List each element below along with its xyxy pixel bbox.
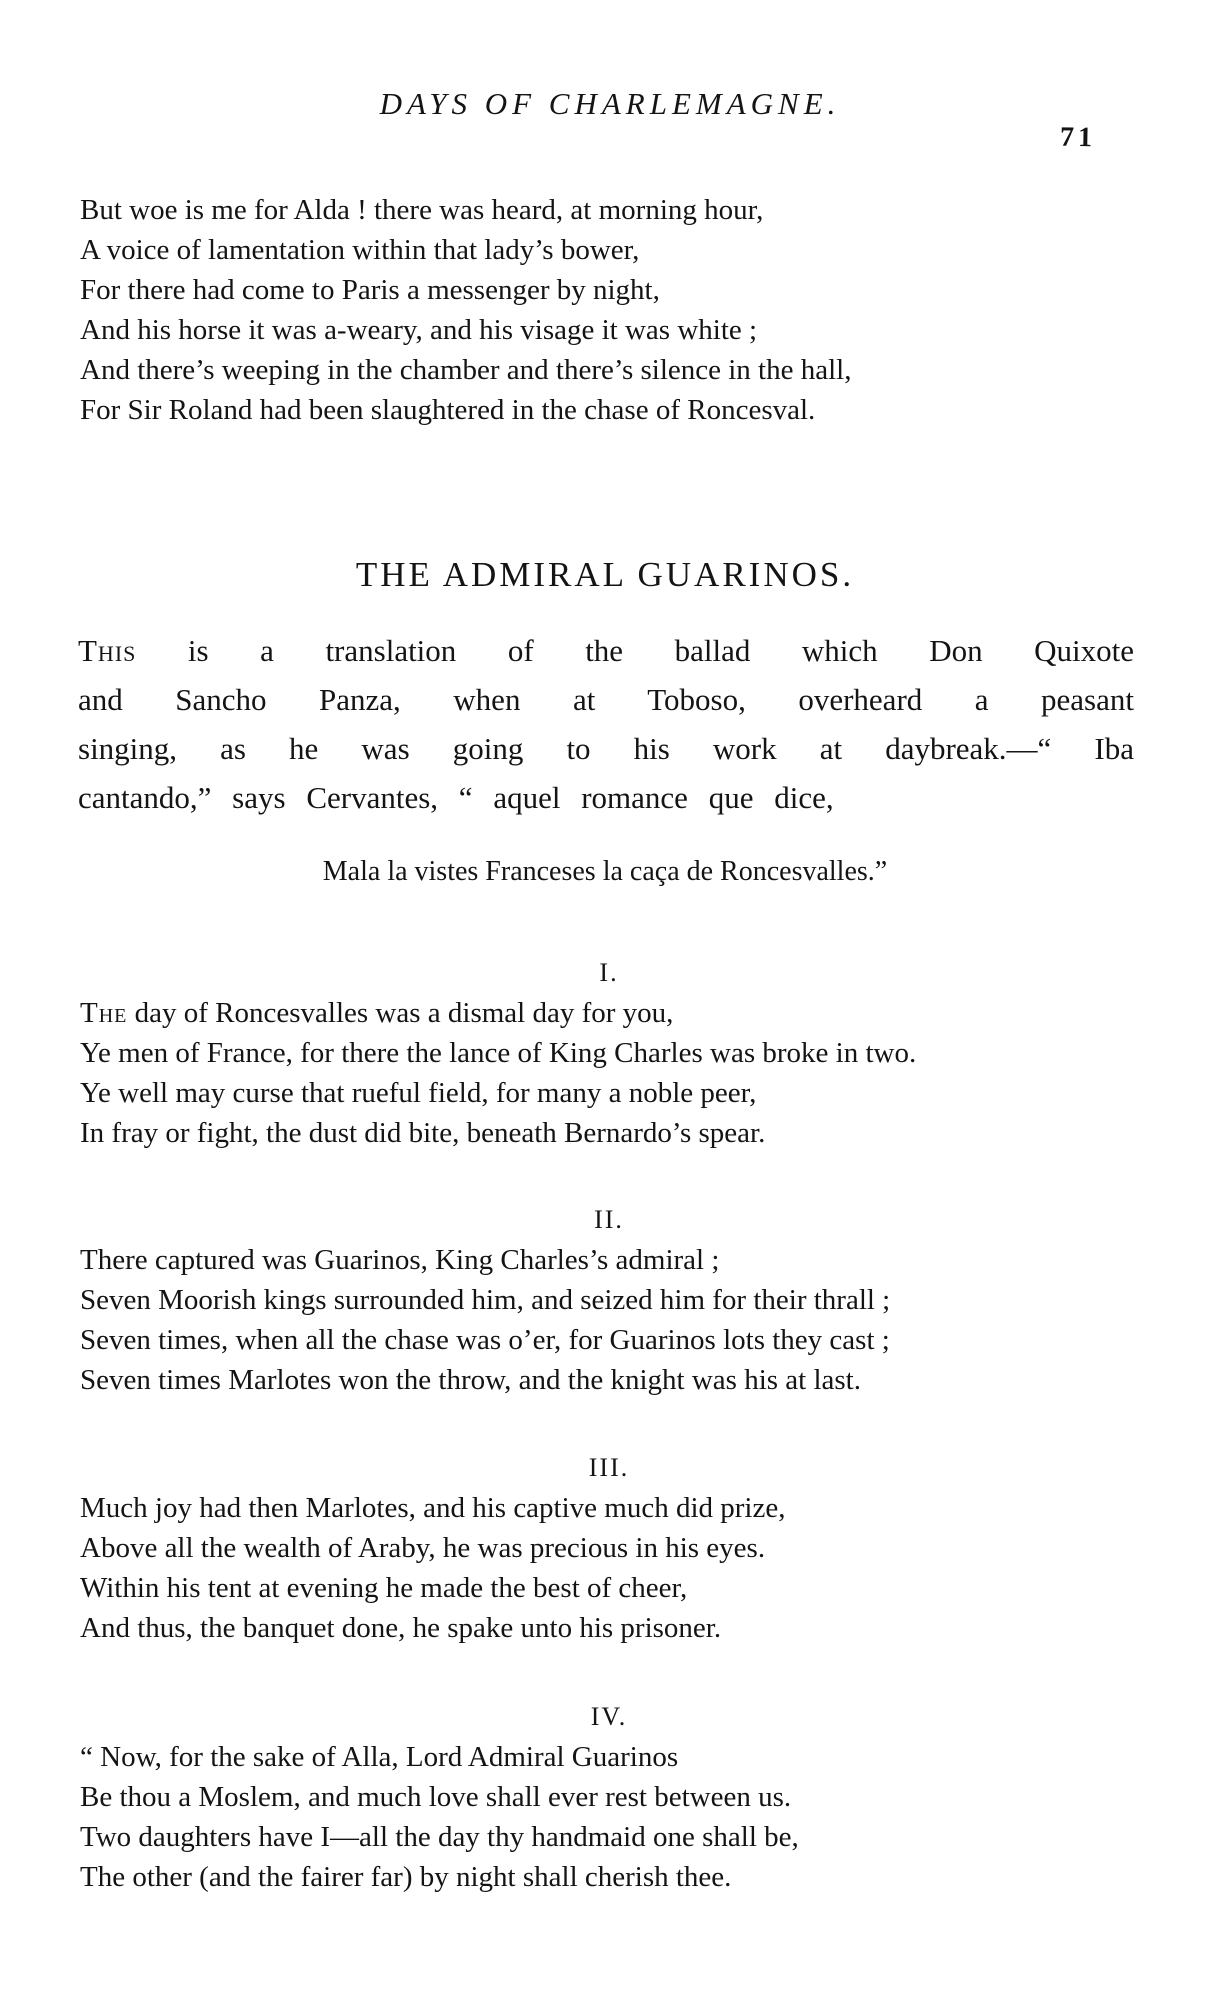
verse-line: Seven Moorish kings surrounded him, and seized him for their thrall ; [80,1284,891,1316]
verse-line: In fray or fight, the dust did bite, beneath Bernardo’s spear. [80,1117,766,1149]
verse-line: A voice of lamentation within that lady’s bower, [80,234,640,266]
verse-line: And there’s weeping in the chamber and there’s silence in the hall, [80,354,852,386]
verse-line: And his horse it was a-weary, and his visage it was white ; [80,314,758,346]
stanza-lines [80,1737,1138,1897]
verse-line [80,993,1138,1033]
stanza-numeral: IV. [590,1702,628,1731]
verse-line: Above all the wealth of Araby, he was precious in his eyes. [80,1532,766,1564]
verse-line: Be thou a Moslem, and much love shall ever rest between us. [80,1781,792,1813]
intro-paragraph [78,626,1134,822]
stanza-2 [80,1200,1138,1400]
stanza-1 [80,953,1138,1153]
verse-line: Ye well may curse that rueful field, for many a noble peer, [80,1077,757,1109]
verse-line: And thus, the banquet done, he spake unto his prisoner. [80,1612,722,1644]
stanza-lines [80,1240,1138,1400]
intro-lead-rest: is a translation of the ballad which Don Quixote [136,633,1134,668]
verse-line: The other (and the fairer far) by night shall cherish thee. [80,1861,732,1893]
stanza-lines [80,1033,1138,1153]
verse-line: For Sir Roland had been slaughtered in the chase of Roncesval. [80,394,816,426]
stanza-numeral: II. [594,1205,624,1234]
verse-line: Seven times, when all the chase was o’er, for Guarinos lots they cast ; [80,1324,890,1356]
section-title: THE ADMIRAL GUARINOS. [355,555,855,594]
stanza-lines [80,1488,1138,1648]
verse-line: Seven times Marlotes won the throw, and the knight was his at last. [80,1364,861,1396]
stanza-3 [80,1448,1138,1648]
verse-line: Much joy had then Marlotes, and his captive much did prize, [80,1492,786,1524]
intro-lead: This [78,633,137,668]
prose-line: cantando,” says Cervantes, “ aquel romance que dice, [78,780,834,815]
opening-poem [80,190,1150,430]
stanza-numeral: I. [599,958,619,987]
intro-rest-lines [78,675,1134,822]
verse-line: There captured was Guarinos, King Charles’s admiral ; [80,1244,720,1276]
prose-line: singing, as he was going to his work at daybreak.—“ Iba [78,731,1134,766]
stanza-lead: The [80,997,128,1029]
verse-line: “ Now, for the sake of Alla, Lord Admiral Guarinos [80,1741,679,1773]
epigraph-line: Mala la vistes Franceses la caça de Roncesvalles.” [322,856,888,887]
prose-line [78,626,1134,675]
page-number: 71 [1059,121,1097,154]
verse-line: But woe is me for Alda ! there was heard, at morning hour, [80,194,764,226]
running-header: DAYS OF CHARLEMAGNE. [379,86,841,121]
verse-line: Within his tent at evening he made the best of cheer, [80,1572,688,1604]
stanza-lead-rest: day of Roncesvalles was a dismal day for you, [127,997,674,1029]
verse-line: Two daughters have I—all the day thy handmaid one shall be, [80,1821,799,1853]
stanza-numeral: III. [588,1453,630,1482]
verse-line: Ye men of France, for there the lance of King Charles was broke in two. [80,1037,917,1069]
stanza-4 [80,1697,1138,1897]
verse-line: For there had come to Paris a messenger by night, [80,274,660,306]
prose-line: and Sancho Panza, when at Toboso, overheard a peasant [78,682,1134,717]
